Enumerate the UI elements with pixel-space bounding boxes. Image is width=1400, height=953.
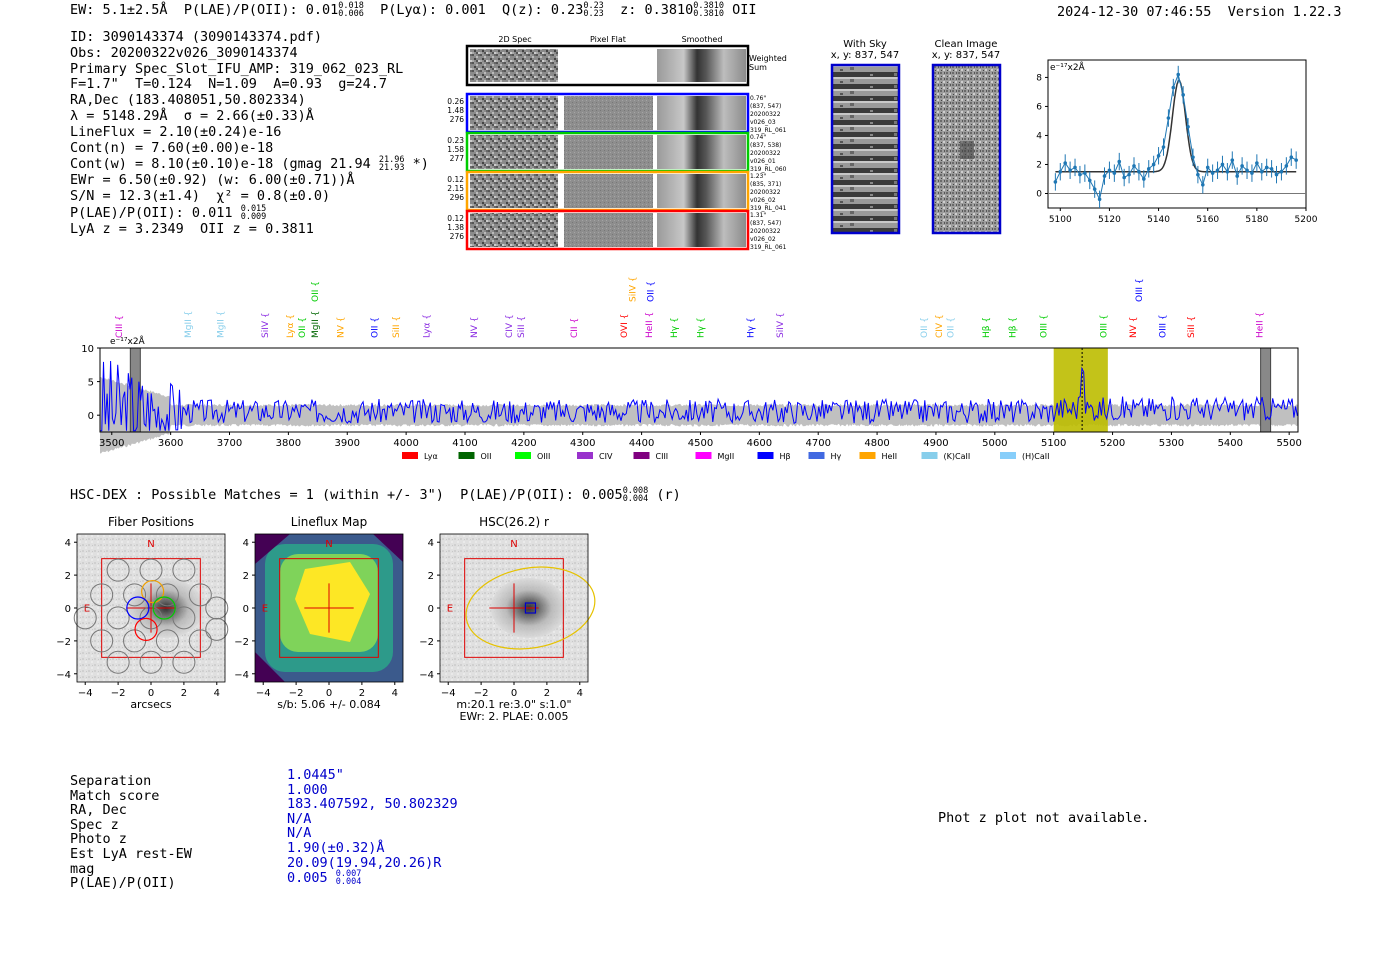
match-plae-hi: 0.007 (335, 869, 362, 880)
spectral-line-marker: OII { (310, 281, 321, 302)
spectral-line-marker: OII { (946, 317, 957, 338)
legend-label: OII (480, 452, 492, 461)
cutout-row (447, 211, 786, 251)
cutout-gap (653, 174, 657, 208)
fit-y-tick-label: 4 (1036, 131, 1042, 142)
full-spectrum-plot (60, 270, 1320, 465)
match-label: Spec z (70, 816, 119, 833)
cutout-2d-spec (470, 96, 558, 130)
legend-swatch (634, 452, 650, 459)
cutout-gap (558, 174, 564, 208)
cutout-row (447, 94, 786, 134)
hsc-y-tick-label: −2 (56, 636, 71, 648)
cutout-gap (653, 96, 657, 130)
hsc-x-tick-label: 0 (325, 688, 333, 699)
cutout-row-right-label: (837, 547) (750, 103, 782, 110)
hsc-y-tick-label: 4 (427, 538, 434, 550)
hsc-title-text: HSC-DEX : Possible Matches = 1 (within +/- 3") P(LAE)/P(OII): 0.005 (70, 487, 623, 503)
legend-label: HeII (881, 452, 898, 461)
spectral-line-marker: OII { (370, 317, 381, 338)
hsc-panel-title: HSC(26.2) r (479, 515, 549, 529)
cutout-row (447, 172, 786, 212)
cutout-gap (653, 213, 657, 247)
spectral-line-marker: SiII { (516, 315, 527, 338)
spectral-line-marker: SiII { (1186, 315, 1197, 338)
compass-east: E (261, 603, 269, 615)
legend-label: Hβ (779, 452, 791, 461)
cutout-row-right-label: 20200322 (750, 111, 781, 118)
hsc-x-tick-label: −4 (440, 688, 456, 699)
cutout-row-right-label: (837, 547) (750, 220, 782, 227)
info-contw-hi: 21.96 (378, 155, 405, 166)
weighted-sum-label-2: Sum (749, 63, 767, 72)
photz-note: Phot z plot not available. (938, 810, 1150, 826)
match-label: Separation (70, 773, 152, 789)
info-plae (70, 205, 429, 222)
hsc-y-tick-label: −4 (56, 669, 71, 681)
cutout-row-right-label: v026_02 (750, 197, 776, 204)
hsc-x-tick-label: 2 (543, 688, 551, 699)
spectral-line-marker: Hβ { (981, 316, 992, 338)
header-summary (70, 2, 756, 18)
timestamp: 2024-12-30 07:46:55 (1057, 4, 1212, 20)
spectral-line-marker: OIII { (1158, 314, 1169, 338)
spectrum-y-tick-label: 5 (87, 377, 94, 389)
cutout-row-left-label: 1.48 (447, 106, 464, 115)
spectral-line-marker: CIII { (114, 315, 125, 338)
cutout-row-left-label: 1.58 (447, 145, 464, 154)
hsc-y-tick-label: −4 (234, 669, 249, 681)
line-fit-plot (1030, 55, 1350, 240)
cutout-row-right-label: 20200322 (750, 189, 781, 196)
cutout-gap (558, 96, 564, 130)
info-primary: Primary Spec_Slot_IFU_AMP: 319_062_023_RL (70, 60, 404, 77)
spectral-line-marker: Hγ { (746, 317, 757, 338)
spectrum-x-tick-label: 4600 (746, 438, 773, 449)
hsc-x-tick-label: −2 (473, 688, 489, 699)
fit-y-tick-label: 6 (1036, 102, 1042, 113)
header-qz-hi: 0.23 (583, 1, 604, 11)
legend-swatch (758, 452, 774, 459)
match-value: 1.0445" (287, 767, 344, 783)
cutout-row-right-label: v026_01 (750, 158, 776, 165)
hsc-x-tick-label: −2 (110, 688, 126, 699)
info-contw-label: Cont(w) = 8.10(±0.10)e-18 (gmag 21.94 (70, 156, 371, 173)
header-plae: P(LAE)/P(OII): 0.01 (183, 2, 339, 18)
hsc-caption: m:20.1 re:3.0" s:1.0" (456, 698, 572, 711)
compass-north: N (510, 539, 518, 551)
hsc-x-tick-label: −2 (288, 688, 304, 699)
hsc-panel-title: Fiber Positions (107, 515, 195, 529)
fit-x-tick-label: 5180 (1245, 215, 1269, 225)
fit-x-tick-label: 5100 (1048, 215, 1072, 225)
hsc-panels (40, 508, 620, 728)
cutout-row-left-label: 0.26 (447, 97, 464, 106)
legend-swatch (515, 452, 531, 459)
spectral-line-marker: SiII { (392, 315, 403, 338)
spectrum-x-tick-label: 5500 (1276, 438, 1302, 449)
spectral-line-marker: OIII { (1039, 314, 1050, 338)
compass-north: N (147, 539, 155, 551)
legend-label: (H)CaII (1022, 452, 1050, 461)
spectral-line-marker: MgII { (310, 310, 321, 338)
hsc-y-tick-label: −2 (419, 636, 434, 648)
cutout-row-left-label: 2.15 (447, 184, 464, 193)
info-contw-tail: *) (412, 156, 429, 173)
with-sky-title: With Sky (843, 39, 887, 50)
match-plae-lo: 0.004 (335, 877, 362, 888)
hsc-x-tick-label: 0 (147, 688, 155, 699)
hsc-x-tick-label: −4 (77, 688, 93, 699)
spectrum-x-tick-label: 4000 (393, 438, 419, 449)
header-z-line: OII (732, 2, 757, 18)
hsc-y-tick-label: 4 (242, 538, 249, 550)
match-label: mag (70, 860, 95, 877)
cutout-row-right-label: 319_RL_061 (750, 127, 787, 134)
spectral-line-marker: OIII { (1099, 314, 1110, 338)
header-plya: P(Lyα): 0.001 (380, 2, 486, 18)
legend-swatch (922, 452, 938, 459)
compass-east: E (83, 603, 91, 615)
col-header-pixel-flat: Pixel Flat (590, 35, 626, 44)
legend-swatch (459, 452, 475, 459)
col-header-smoothed: Smoothed (681, 35, 723, 44)
legend-label: Hγ (830, 452, 842, 461)
spectrum-x-tick-label: 3800 (275, 438, 302, 449)
spectral-line-marker: HeII { (1255, 311, 1266, 338)
cutout-row-right-label: 319_RL_061 (750, 244, 787, 251)
match-value: N/A (287, 810, 312, 827)
cutout-gap (558, 213, 564, 247)
hsc-caption: s/b: 5.06 +/- 0.084 (277, 698, 381, 711)
info-obs: Obs: 20200322v026_3090143374 (70, 44, 298, 61)
legend-label: OIII (537, 452, 551, 461)
hsc-y-tick-label: −4 (419, 669, 434, 681)
cutout-row-right-label: (835, 371) (750, 181, 782, 188)
cutout-row-right-label: (837, 538) (750, 142, 782, 149)
cutout-row-left-label: 0.12 (447, 214, 464, 223)
fit-y-tick-label: 8 (1036, 73, 1042, 84)
weighted-sum-row (467, 46, 787, 85)
header-qz: Q(z): 0.23 (502, 2, 584, 18)
hsc-xlabel: arcsecs (130, 698, 172, 711)
match-label: Match score (70, 787, 160, 804)
spectrum-x-tick-label: 5100 (1040, 438, 1067, 449)
spectrum-x-tick-label: 5300 (1158, 438, 1185, 449)
match-value: N/A (287, 825, 312, 842)
cutout-row-right-label: 0.76" (750, 95, 767, 102)
match-label: RA, Dec (70, 802, 127, 819)
fit-x-tick-label: 5200 (1294, 215, 1318, 225)
cutout-row-right-label: 20200322 (750, 228, 781, 235)
cutout-row-right-label: 1.23" (750, 173, 767, 180)
version: Version 1.22.3 (1227, 4, 1342, 20)
compass-north: N (325, 539, 333, 551)
cutout-2d-spec (470, 174, 558, 208)
sky-cutouts (820, 36, 1020, 241)
spectral-line-marker: HeII { (645, 311, 656, 338)
hsc-panel-title: Lineflux Map (290, 515, 368, 529)
match-value: 20.09(19.94,20.26)R (287, 854, 442, 871)
cutout-row-left-label: 0.12 (447, 175, 464, 184)
legend-label: MgII (717, 452, 735, 461)
cutout-smoothed (657, 174, 746, 208)
spectral-line-marker: Lyα { (286, 313, 297, 338)
spectrum-x-tick-label: 3900 (334, 438, 360, 449)
info-ewr: EWr = 6.50(±0.92) (w: 6.00(±0.71))Å (70, 172, 355, 189)
spectral-line-marker: OVI { (619, 313, 630, 338)
cutout-2d-spec (470, 213, 558, 247)
detection-info (70, 30, 429, 237)
match-value (287, 870, 458, 886)
info-lya: LyA z = 3.2349 OII z = 0.3811 (70, 220, 314, 237)
spectral-line-marker: SiIV { (775, 312, 786, 338)
compass-east: E (446, 603, 454, 615)
spectrum-ylabel: e⁻¹⁷x2Å (110, 337, 145, 347)
spectral-line-marker: CIV { (934, 314, 945, 338)
spectrum-x-tick-label: 4100 (452, 438, 478, 449)
header-z: z: 0.3810 (620, 2, 694, 18)
cutout-gap (558, 135, 564, 169)
fit-y-tick-label: 2 (1036, 160, 1042, 171)
cutout-pixel-flat (564, 213, 653, 247)
hsc-y-tick-label: 0 (242, 604, 249, 615)
header-z-lo: 0.3810 (693, 9, 724, 19)
info-radec: RA,Dec (183.408051,50.802334) (70, 92, 306, 109)
info-sn: S/N = 12.3(±1.4) χ² = 0.8(±0.0) (70, 187, 331, 204)
cutout-pixel-flat (564, 174, 653, 208)
hsc-x-tick-label: 4 (576, 688, 583, 699)
match-plae-value: 0.005 (287, 870, 328, 887)
hsc-y-tick-label: 2 (64, 571, 71, 583)
spectral-line-marker: Hγ { (696, 317, 707, 338)
legend-swatch (809, 452, 825, 459)
match-label: Photo z (70, 831, 127, 848)
legend-label: CIII (655, 452, 669, 461)
fit-ylabel: e⁻¹⁷x2Å (1050, 63, 1085, 73)
spectrum-x-tick-label: 3600 (157, 438, 184, 449)
hsc-y-tick-label: 2 (242, 571, 249, 583)
header-plae-hi: 0.018 (338, 1, 364, 11)
cutout-row-right-label: 319_RL_041 (750, 205, 787, 212)
fit-x-tick-label: 5160 (1196, 215, 1220, 225)
hsc-caption: EWr: 2. PLAE: 0.005 (459, 710, 569, 723)
clean-image-coords: x, y: 837, 547 (931, 50, 1001, 61)
header-plae-lo: 0.006 (338, 9, 364, 19)
info-plae-hi: 0.015 (240, 203, 267, 214)
cutout-pixel-flat (564, 135, 653, 169)
header-ew: EW: 5.1±2.5Å (70, 2, 168, 18)
spectral-line-marker: Hγ { (669, 317, 680, 338)
legend-swatch (577, 452, 593, 459)
fit-x-tick-label: 5120 (1097, 215, 1121, 225)
spectral-line-marker: CII { (569, 317, 580, 338)
cutout-smoothed (657, 135, 746, 169)
cutout-row-right-label: 1.31" (750, 212, 767, 219)
spectral-line-marker: MgII { (184, 310, 195, 338)
info-plae-label: P(LAE)/P(OII): 0.011 (70, 204, 233, 221)
cutout-gap (653, 135, 657, 169)
hsc-x-tick-label: 4 (213, 688, 220, 699)
hsc-y-tick-label: 0 (64, 604, 71, 615)
hsc-y-tick-label: 0 (427, 604, 434, 615)
spectral-line-marker: SiIV { (628, 276, 639, 302)
spectral-line-marker: OII { (646, 281, 657, 302)
col-header-2d-spec: 2D Spec (498, 35, 532, 44)
spectral-line-marker: OII { (297, 317, 308, 338)
cutout-row-left-label: 276 (449, 115, 464, 124)
cutout-row-left-label: 276 (449, 232, 464, 241)
match-labels (70, 774, 192, 891)
match-values (287, 768, 458, 886)
hsc-y-tick-label: 2 (427, 571, 434, 583)
hsc-x-tick-label: −4 (255, 688, 271, 699)
spectrum-x-tick-label: 5000 (982, 438, 1008, 449)
info-lineflux: LineFlux = 2.10(±0.24)e-16 (70, 123, 282, 140)
spectrum-x-tick-label: 4400 (628, 438, 655, 449)
spectral-line-marker: OII { (920, 317, 931, 338)
info-contn: Cont(n) = 7.60(±0.00)e-18 (70, 139, 274, 156)
spectral-line-marker: OIII { (1134, 278, 1145, 302)
spectra-cutouts (440, 30, 800, 260)
spectrum-x-tick-label: 5200 (1099, 438, 1126, 449)
fit-y-tick-label: 0 (1036, 189, 1042, 200)
spectrum-x-tick-label: 4800 (864, 438, 890, 449)
cutout-row-left-label: 296 (449, 193, 464, 202)
hsc-y-tick-label: 4 (64, 538, 71, 550)
cutout-smoothed (657, 96, 746, 130)
cutout-smoothed (657, 213, 746, 247)
legend-swatch (402, 452, 418, 459)
spectrum-x-tick-label: 4200 (511, 438, 537, 449)
spectrum-x-tick-label: 5400 (1217, 438, 1244, 449)
match-label: P(LAE)/P(OII) (70, 875, 176, 892)
hsc-x-tick-label: 2 (358, 688, 366, 699)
cutout-row-left-label: 277 (449, 154, 464, 163)
spectral-line-marker: NV { (336, 316, 347, 338)
info-lambda: λ = 5148.29Å σ = 2.66(±0.33)Å (70, 107, 314, 124)
hsc-plae-hi: 0.008 (622, 486, 649, 496)
spectral-line-marker: SiIV { (260, 312, 271, 338)
info-contw (70, 156, 429, 173)
spectrum-x-tick-label: 3500 (99, 438, 125, 449)
spectrum-x-tick-label: 4900 (923, 438, 949, 449)
weighted-sum-label: Weighted (749, 54, 787, 63)
hsc-panel (419, 515, 601, 723)
cutout-row-left-label: 0.23 (447, 136, 464, 145)
hsc-band: (r) (656, 487, 681, 503)
legend-label: Lyα (424, 452, 438, 461)
cutout-pixel-flat (564, 96, 653, 130)
header-timestamp-version (1057, 4, 1342, 20)
hsc-y-tick-label: −2 (234, 636, 249, 648)
spectrum-x-tick-label: 4300 (570, 438, 596, 449)
cutout-row-right-label: 319_RL_060 (750, 166, 787, 173)
cutout-2d-spec (470, 135, 558, 169)
legend-swatch (696, 452, 712, 459)
cutout-row-right-label: v026_03 (750, 119, 776, 126)
match-value: 1.000 (287, 781, 328, 798)
hsc-dex-summary (70, 487, 681, 503)
hsc-x-tick-label: 0 (510, 688, 518, 699)
with-sky-image (832, 65, 899, 233)
spectrum-x-tick-label: 3700 (216, 438, 243, 449)
hsc-x-tick-label: 2 (180, 688, 188, 699)
legend-swatch (860, 452, 876, 459)
with-sky-coords: x, y: 837, 547 (830, 50, 900, 61)
hsc-x-tick-label: 4 (391, 688, 398, 699)
info-params: F=1.7" T=0.124 N=1.09 A=0.93 g=24.7 (70, 76, 387, 93)
hsc-plae-lo: 0.004 (622, 494, 649, 504)
spectrum-x-tick-label: 4700 (805, 438, 831, 449)
spectral-line-marker: Hβ { (1008, 316, 1019, 338)
match-label: Est LyA rest-EW (70, 845, 192, 862)
cutout-row (447, 133, 786, 173)
spectral-line-marker: Lyα { (422, 313, 433, 338)
match-value: 183.407592, 50.802329 (287, 796, 458, 813)
spectrum-x-tick-label: 4500 (687, 438, 714, 449)
legend-label: CIV (599, 452, 613, 461)
spectrum-y-tick-label: 10 (81, 344, 94, 355)
spectrum-y-tick-label: 0 (87, 411, 94, 423)
cutout-row-left-label: 1.38 (447, 223, 464, 232)
header-qz-lo: 0.23 (583, 9, 604, 19)
info-id: ID: 3090143374 (3090143374.pdf) (70, 29, 322, 45)
cutout-row-right-label: v026_02 (750, 236, 776, 243)
legend-label: (K)CaII (943, 452, 971, 461)
match-value: 1.90(±0.32)Å (287, 839, 385, 856)
spectral-line-marker: NV { (469, 316, 480, 338)
cutout-row-right-label: 0.74" (750, 134, 767, 141)
info-plae-lo: 0.009 (240, 211, 267, 222)
hsc-panel (234, 515, 403, 711)
spectral-line-marker: MgII { (216, 310, 227, 338)
legend-swatch (1000, 452, 1016, 459)
hsc-panel (56, 515, 228, 711)
header-z-hi: 0.3810 (693, 1, 724, 11)
cutout-row-right-label: 20200322 (750, 150, 781, 157)
spectral-line-marker: CIV { (505, 314, 516, 338)
info-contw-lo: 21.93 (378, 163, 405, 174)
clean-image-title: Clean Image (934, 39, 998, 50)
spectral-line-marker: NV { (1129, 316, 1140, 338)
fit-x-tick-label: 5140 (1147, 215, 1171, 225)
